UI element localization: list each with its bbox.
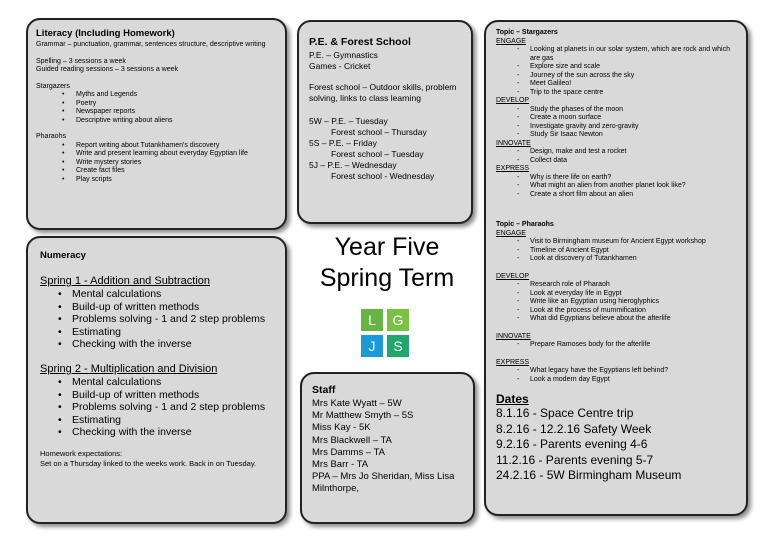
dates-list bbox=[496, 406, 736, 484]
list-item: • Estimating bbox=[72, 326, 273, 339]
stargazers-topic-sections bbox=[496, 38, 736, 200]
dates-title: Dates bbox=[496, 392, 529, 406]
pe-schedule-main: 5W – P.E. – Tuesday bbox=[309, 116, 388, 126]
topic-item: - Create a short film about an alien bbox=[530, 191, 736, 200]
topic-section-heading: INNOVATE bbox=[496, 139, 531, 147]
topic-item: - Look a modern day Egypt bbox=[530, 376, 736, 385]
list-item: • Build-up of written methods bbox=[72, 389, 273, 402]
topic-item: - Design, make and test a rocket bbox=[530, 148, 736, 157]
staff-member: PPA – Mrs Jo Sheridan, Miss Lisa Milnthorpe, bbox=[312, 471, 455, 495]
topic-item: - Look at everyday life in Egypt bbox=[530, 290, 736, 299]
topic-item: - Trip to the space centre bbox=[530, 89, 736, 98]
topic-item: - Study the phases of the moon bbox=[530, 106, 736, 115]
topics-panel bbox=[484, 20, 748, 516]
topic-section-heading: INNOVATE bbox=[496, 332, 531, 340]
topic-section-heading: ENGAGE bbox=[496, 229, 526, 237]
topic-item: - Write like an Egyptian using hieroglyphics bbox=[530, 298, 736, 307]
pe-line1: P.E. – Gymnastics bbox=[309, 50, 378, 60]
date-item: 24.2.16 - 5W Birmingham Museum bbox=[496, 468, 682, 482]
logo-tile-g: G bbox=[387, 309, 409, 331]
list-item: • Play scripts bbox=[76, 176, 277, 185]
topic-item: - What legacy have the Egyptians left behind? bbox=[530, 367, 736, 376]
topic-item: - Create a moon surface bbox=[530, 114, 736, 123]
spring2-title: Spring 2 - Multiplication and Division bbox=[40, 362, 218, 375]
staff-member: Mr Matthew Smyth – 5S bbox=[312, 410, 414, 422]
literacy-title: Literacy (Including Homework) bbox=[36, 28, 175, 39]
staff-panel bbox=[300, 372, 475, 524]
topic-item: - Study Sir Isaac Newton bbox=[530, 131, 736, 140]
topic-item: - Looking at planets in our solar system, which are rock and which are gas bbox=[530, 46, 736, 63]
list-item: • Problems solving - 1 and 2 step problems bbox=[72, 401, 273, 414]
pharaohs-topic-title: Topic – Pharaohs bbox=[496, 221, 554, 228]
topic-item: - Meet Galileo! bbox=[530, 80, 736, 89]
list-item: • Write and present learning about everyday Egyptian life bbox=[76, 150, 277, 159]
school-logo bbox=[361, 309, 409, 357]
topic-item: - Look at the process of mummification bbox=[530, 307, 736, 316]
topic-item: - Timeline of Ancient Egypt bbox=[530, 247, 736, 256]
topic-item: - Why is there life on earth? bbox=[530, 174, 736, 183]
topic-section-list bbox=[530, 238, 736, 264]
staff-member: Mrs Barr - TA bbox=[312, 459, 369, 471]
topic-section-heading: DEVELOP bbox=[496, 97, 530, 104]
staff-member: Mrs Damms – TA bbox=[312, 446, 386, 458]
staff-list bbox=[312, 398, 463, 496]
staff-member: Mrs Blackwell – TA bbox=[312, 434, 392, 446]
topic-section-list bbox=[530, 46, 736, 97]
list-item: • Newspaper reports bbox=[76, 108, 277, 117]
logo-tile-s: S bbox=[387, 335, 409, 357]
title-line1: Year Five bbox=[334, 233, 440, 261]
pe-schedule-main: 5S – P.E. – Friday bbox=[309, 138, 377, 148]
literacy-stargazers-list bbox=[76, 91, 277, 125]
topic-item: - Look at discovery of Tutankhamen bbox=[530, 255, 736, 264]
spring1-list bbox=[72, 288, 273, 351]
pharaohs-topic-sections bbox=[496, 230, 736, 385]
list-item: • Report writing about Tutankhamen's discovery bbox=[76, 142, 277, 151]
topic-item: - Prepare Ramoses body for the afterlife bbox=[530, 341, 736, 350]
homework-title: Homework expectations: bbox=[40, 448, 123, 458]
stargazers-topic-title: Topic – Stargazers bbox=[496, 29, 558, 36]
list-item: • Poetry bbox=[76, 100, 277, 109]
list-item: • Checking with the inverse bbox=[72, 426, 273, 439]
date-item: 8.2.16 - 12.2.16 Safety Week bbox=[496, 421, 652, 436]
homework-text: Set on a Thursday linked to the weeks work. Back in on Tuesday. bbox=[40, 458, 257, 468]
topic-section-heading: EXPRESS bbox=[496, 358, 530, 366]
pe-schedule-sub: Forest school – Thursday bbox=[331, 127, 427, 137]
spring1-title: Spring 1 - Addition and Subtraction bbox=[40, 275, 211, 287]
title-line2: Spring Term bbox=[319, 264, 455, 292]
logo-tile-j: J bbox=[361, 335, 383, 357]
list-item: • Build-up of written methods bbox=[72, 301, 273, 314]
topic-section-list bbox=[530, 281, 736, 324]
literacy-pharaohs-list bbox=[76, 142, 277, 185]
pe-forest: Forest school – Outdoor skills, problem solving, links to class learning bbox=[309, 82, 457, 103]
topic-item: - What might an alien from another planet look like? bbox=[530, 182, 736, 191]
topic-section-list bbox=[530, 341, 736, 350]
list-item: • Create fact files bbox=[76, 167, 277, 176]
topic-item: - Research role of Pharaoh bbox=[530, 281, 736, 290]
staff-title: Staff bbox=[312, 384, 336, 396]
list-item: • Myths and Legends bbox=[76, 91, 277, 100]
staff-member: Miss Kay - 5K bbox=[312, 422, 371, 434]
list-item: • Mental calculations bbox=[72, 376, 273, 389]
topic-item: - Explore size and scale bbox=[530, 63, 736, 72]
topic-item: - What did Egyptians believe about the afterlife bbox=[530, 315, 736, 324]
list-item: • Descriptive writing about aliens bbox=[76, 117, 277, 126]
pe-title: P.E. & Forest School bbox=[309, 36, 411, 48]
topic-section-list bbox=[530, 148, 736, 165]
list-item: • Problems solving - 1 and 2 step problems bbox=[72, 313, 273, 326]
literacy-panel bbox=[26, 18, 287, 230]
literacy-stargazers-title: Stargazers bbox=[36, 82, 70, 90]
pe-panel bbox=[297, 20, 473, 224]
date-item: 9.2.16 - Parents evening 4-6 bbox=[496, 437, 648, 451]
pe-schedule-sub: Forest school - Wednesday bbox=[331, 171, 435, 181]
topic-item: - Journey of the sun across the sky bbox=[530, 72, 736, 81]
logo-tile-l: L bbox=[361, 309, 383, 331]
topic-section-list bbox=[530, 174, 736, 200]
spring2-list bbox=[72, 376, 273, 439]
topic-section-heading: EXPRESS bbox=[496, 165, 530, 172]
literacy-guided: Guided reading sessions – 3 sessions a week bbox=[36, 66, 179, 73]
numeracy-panel bbox=[26, 236, 287, 524]
literacy-spelling: Spelling – 3 sessions a week bbox=[36, 57, 126, 65]
topic-section-heading: ENGAGE bbox=[496, 37, 526, 45]
pe-schedule bbox=[309, 116, 461, 182]
pe-schedule-sub: Forest school – Tuesday bbox=[331, 149, 424, 159]
staff-member: Mrs Kate Wyatt – 5W bbox=[312, 398, 402, 409]
topic-item: - Collect data bbox=[530, 157, 736, 166]
date-item: 11.2.16 - Parents evening 5-7 bbox=[496, 452, 654, 467]
list-item: • Write mystery stories bbox=[76, 159, 277, 168]
topic-item: - Investigate gravity and zero-gravity bbox=[530, 123, 736, 132]
topic-section-heading: DEVELOP bbox=[496, 272, 530, 280]
topic-section-list bbox=[530, 106, 736, 140]
literacy-grammar: Grammar – punctuation, grammar, sentences structure, descriptive writing bbox=[36, 41, 266, 48]
list-item: • Mental calculations bbox=[72, 288, 273, 301]
list-item: • Checking with the inverse bbox=[72, 338, 273, 351]
topic-item: - Visit to Birmingham museum for Ancient Egypt workshop bbox=[530, 238, 736, 247]
topic-section-list bbox=[530, 367, 736, 384]
pe-schedule-main: 5J – P.E. – Wednesday bbox=[309, 160, 397, 170]
pe-line2: Games - Cricket bbox=[309, 61, 371, 71]
list-item: • Estimating bbox=[72, 414, 273, 427]
literacy-pharaohs-title: Pharaohs bbox=[36, 133, 66, 140]
numeracy-title: Numeracy bbox=[40, 250, 86, 261]
page-title bbox=[297, 232, 477, 294]
date-item: 8.1.16 - Space Centre trip bbox=[496, 406, 634, 420]
